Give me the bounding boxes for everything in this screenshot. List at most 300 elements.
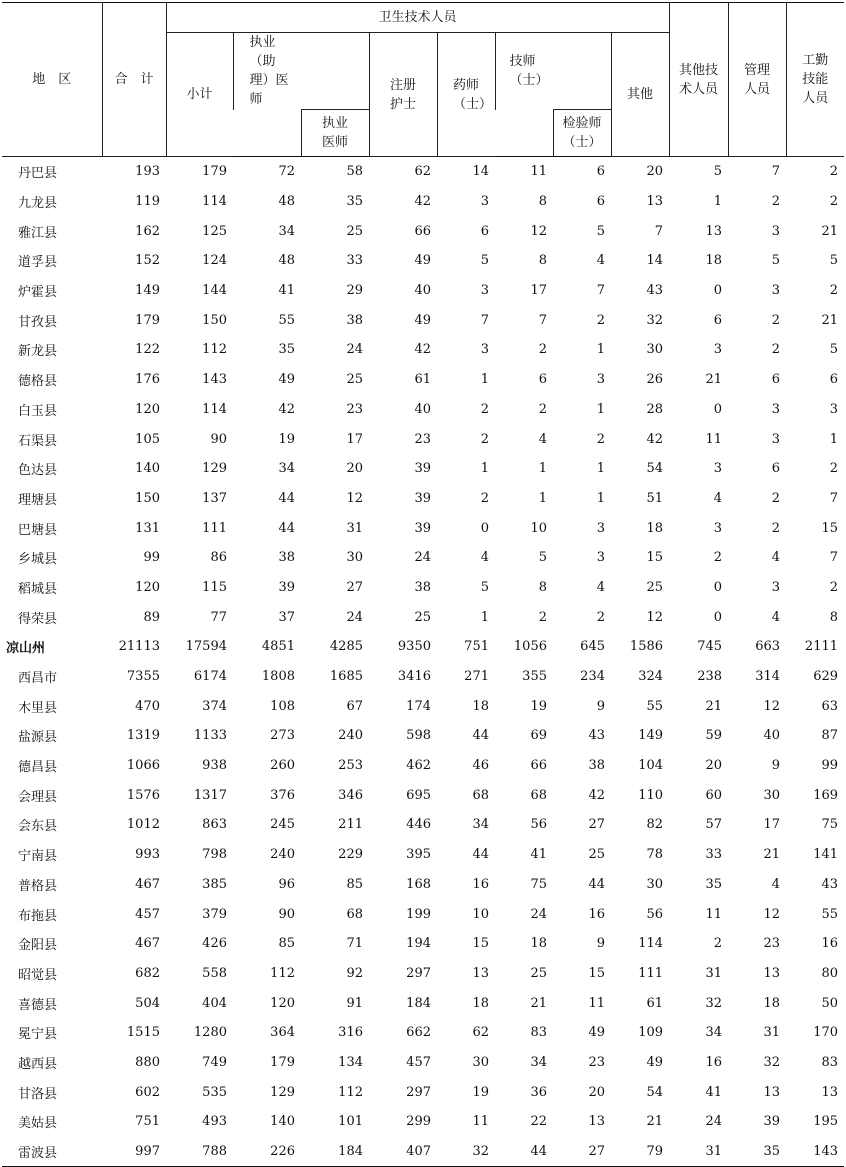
value-cell: 32	[646, 312, 664, 328]
value-cell: 179	[202, 164, 227, 180]
value-cell: 16	[472, 876, 489, 892]
value-cell: 114	[202, 401, 227, 417]
value-cell: 21	[705, 372, 723, 388]
value-cell: 179	[135, 312, 160, 328]
value-cell: 193	[135, 164, 160, 180]
value-cell: 66	[530, 758, 547, 774]
value-cell: 2	[829, 283, 839, 299]
value-cell: 7	[654, 223, 664, 239]
value-cell: 1	[596, 461, 605, 477]
value-cell: 7355	[126, 669, 160, 685]
value-cell: 8	[829, 609, 839, 625]
value-cell: 745	[697, 639, 723, 655]
table-row	[2, 959, 844, 989]
county-name-cell: 会东县	[18, 819, 58, 835]
value-cell: 385	[202, 876, 227, 892]
value-cell: 6	[480, 223, 489, 239]
value-cell: 34	[530, 1054, 547, 1070]
value-cell: 75	[821, 817, 839, 833]
value-cell: 33	[705, 847, 723, 863]
value-cell: 37	[278, 609, 295, 625]
table-row	[2, 187, 844, 217]
value-cell: 240	[270, 847, 295, 863]
value-cell: 3	[596, 550, 605, 566]
value-cell: 18	[646, 520, 664, 536]
value-cell: 41	[530, 847, 547, 863]
value-cell: 2	[829, 579, 839, 595]
value-cell: 25	[346, 372, 363, 388]
value-cell: 35	[278, 342, 295, 358]
header-management-label: 管理人员	[744, 62, 771, 97]
value-cell: 91	[346, 995, 363, 1011]
header-logistics	[786, 3, 844, 157]
value-cell: 9	[596, 936, 605, 952]
value-cell: 226	[233, 1137, 301, 1167]
county-name-cell: 德昌县	[18, 760, 58, 776]
value-cell: 184	[301, 1137, 369, 1167]
value-cell: 9	[596, 698, 605, 714]
value-cell: 43	[588, 728, 605, 744]
value-cell: 17594	[185, 639, 227, 655]
value-cell: 44	[472, 847, 489, 863]
value-cell: 129	[202, 461, 227, 477]
county-name-cell: 美姑县	[18, 1116, 58, 1132]
value-cell: 134	[338, 1054, 363, 1070]
value-cell: 61	[646, 995, 664, 1011]
county-name-cell: 稻城县	[18, 581, 58, 597]
table-row	[2, 573, 844, 603]
value-cell: 11	[472, 1114, 489, 1130]
value-cell: 42	[646, 431, 664, 447]
table-row	[2, 305, 844, 335]
value-cell: 24	[705, 1114, 723, 1130]
county-name-cell: 甘洛县	[18, 1086, 58, 1102]
value-cell: 0	[713, 401, 723, 417]
value-cell: 42	[414, 342, 431, 358]
table-row	[2, 1077, 844, 1107]
value-cell: 60	[705, 787, 723, 803]
value-cell: 30	[646, 342, 664, 358]
value-cell: 23	[763, 936, 781, 952]
header-practicing-assistant-label: 执业（助理）医师	[249, 35, 289, 107]
value-cell: 38	[346, 312, 363, 328]
statistics-table-container	[2, 2, 844, 1167]
value-cell: 140	[135, 461, 160, 477]
value-cell: 662	[406, 1025, 431, 1041]
value-cell: 376	[270, 787, 295, 803]
value-cell: 3	[713, 342, 723, 358]
header-technician-label: 技师（士）	[509, 54, 549, 88]
value-cell: 18	[472, 995, 489, 1011]
value-cell: 13	[705, 223, 723, 239]
value-cell: 695	[406, 787, 431, 803]
value-cell: 2	[771, 342, 781, 358]
value-cell: 35	[728, 1137, 786, 1167]
value-cell: 82	[646, 817, 664, 833]
value-cell: 112	[338, 1084, 363, 1100]
value-cell: 3	[771, 579, 781, 595]
value-cell: 470	[135, 698, 160, 714]
value-cell: 4	[596, 253, 605, 269]
value-cell: 880	[135, 1054, 160, 1070]
value-cell: 32	[763, 1054, 781, 1070]
value-cell: 2	[480, 431, 489, 447]
header-subtotal: 小计	[166, 33, 233, 157]
value-cell: 108	[270, 698, 295, 714]
value-cell: 10	[472, 906, 489, 922]
value-cell: 11	[588, 995, 605, 1011]
value-cell: 111	[202, 520, 227, 536]
value-cell: 162	[135, 223, 160, 239]
value-cell: 11	[705, 906, 723, 922]
table-row	[2, 543, 844, 573]
value-cell: 1	[480, 372, 489, 388]
value-cell: 39	[763, 1114, 781, 1130]
value-cell: 42	[414, 194, 431, 210]
value-cell: 1012	[126, 817, 160, 833]
county-name-cell: 西昌市	[18, 671, 58, 687]
value-cell: 13	[646, 194, 664, 210]
value-cell: 101	[338, 1114, 363, 1130]
county-name-cell: 冕宁县	[18, 1027, 58, 1043]
value-cell: 2	[538, 342, 547, 358]
value-cell: 49	[588, 1025, 605, 1041]
value-cell: 21	[821, 312, 839, 328]
value-cell: 7	[771, 164, 781, 180]
value-cell: 15	[588, 965, 605, 981]
value-cell: 150	[135, 490, 160, 506]
value-cell: 645	[580, 639, 605, 655]
value-cell: 4	[713, 490, 723, 506]
value-cell: 68	[346, 906, 363, 922]
value-cell: 176	[135, 372, 160, 388]
county-name-cell: 石渠县	[18, 433, 58, 449]
value-cell: 38	[414, 579, 431, 595]
value-cell: 8	[538, 253, 547, 269]
value-cell: 1586	[629, 639, 664, 655]
value-cell: 2	[829, 194, 839, 210]
value-cell: 18	[530, 936, 547, 952]
value-cell: 1685	[329, 669, 363, 685]
value-cell: 34	[472, 817, 489, 833]
header-other: 其他	[611, 33, 669, 157]
header-other-tech	[669, 3, 728, 157]
table-row	[2, 810, 844, 840]
value-cell: 4	[771, 876, 781, 892]
value-cell: 938	[202, 758, 227, 774]
value-cell: 50	[821, 995, 839, 1011]
value-cell: 39	[414, 520, 431, 536]
county-name-cell: 木里县	[18, 700, 58, 716]
value-cell: 297	[406, 1084, 431, 1100]
table-row	[2, 276, 844, 306]
table-row	[2, 988, 844, 1018]
value-cell: 36	[530, 1084, 547, 1100]
value-cell: 13	[763, 965, 781, 981]
value-cell: 16	[588, 906, 605, 922]
value-cell: 12	[346, 490, 363, 506]
value-cell: 12	[646, 609, 664, 625]
value-cell: 174	[406, 698, 431, 714]
value-cell: 109	[638, 1025, 664, 1041]
value-cell: 99	[143, 550, 160, 566]
value-cell: 66	[414, 223, 431, 239]
value-cell: 7	[538, 312, 547, 328]
value-cell: 3	[480, 283, 489, 299]
value-cell: 1	[596, 342, 605, 358]
value-cell: 5	[538, 550, 547, 566]
value-cell: 179	[270, 1054, 295, 1070]
value-cell: 25	[346, 223, 363, 239]
value-cell: 6	[829, 372, 839, 388]
value-cell: 3	[596, 520, 605, 536]
value-cell: 31	[705, 965, 723, 981]
value-cell: 3	[480, 194, 489, 210]
value-cell: 7	[480, 312, 489, 328]
value-cell: 3	[596, 372, 605, 388]
table-row	[2, 484, 844, 514]
table-row	[2, 513, 844, 543]
value-cell: 407	[369, 1137, 437, 1167]
value-cell: 5	[713, 164, 723, 180]
value-cell: 2	[480, 401, 489, 417]
value-cell: 7	[596, 283, 605, 299]
value-cell: 6	[713, 312, 723, 328]
value-cell: 20	[588, 1084, 605, 1100]
value-cell: 2	[538, 609, 547, 625]
value-cell: 86	[210, 550, 227, 566]
value-cell: 62	[472, 1025, 489, 1041]
value-cell: 13	[821, 1084, 839, 1100]
value-cell: 0	[713, 579, 723, 595]
value-cell: 44	[495, 1137, 553, 1167]
value-cell: 38	[588, 758, 605, 774]
value-cell: 35	[346, 194, 363, 210]
value-cell: 80	[821, 965, 839, 981]
value-cell: 15	[646, 550, 664, 566]
header-practicing	[301, 110, 369, 157]
value-cell: 30	[472, 1054, 489, 1070]
county-name-cell: 丹巴县	[18, 166, 58, 182]
value-cell: 4	[538, 431, 547, 447]
value-cell: 1317	[193, 787, 227, 803]
value-cell: 6	[596, 164, 605, 180]
value-cell: 19	[278, 431, 295, 447]
value-cell: 17	[763, 817, 781, 833]
value-cell: 16	[821, 936, 839, 952]
value-cell: 24	[346, 609, 363, 625]
value-cell: 2	[829, 164, 839, 180]
value-cell: 993	[135, 847, 160, 863]
value-cell: 87	[821, 728, 839, 744]
value-cell: 40	[414, 401, 431, 417]
value-cell: 15	[472, 936, 489, 952]
value-cell: 56	[646, 906, 664, 922]
table-row	[2, 1048, 844, 1078]
value-cell: 3	[713, 461, 723, 477]
value-cell: 140	[270, 1114, 295, 1130]
county-name-cell: 理塘县	[18, 492, 58, 508]
value-cell: 5	[480, 253, 489, 269]
value-cell: 30	[763, 787, 781, 803]
county-name-cell: 喜德县	[18, 997, 58, 1013]
value-cell: 2	[480, 490, 489, 506]
table-row	[2, 721, 844, 751]
value-cell: 29	[346, 283, 363, 299]
value-cell: 114	[202, 194, 227, 210]
value-cell: 13	[472, 965, 489, 981]
table-row	[2, 1137, 844, 1167]
value-cell: 90	[210, 431, 227, 447]
value-cell: 44	[278, 490, 295, 506]
value-cell: 55	[278, 312, 295, 328]
value-cell: 2	[771, 520, 781, 536]
table-row	[2, 395, 844, 425]
header-practicing-label: 执业医师	[322, 116, 349, 150]
value-cell: 43	[646, 283, 664, 299]
value-cell: 46	[472, 758, 489, 774]
value-cell: 374	[202, 698, 227, 714]
value-cell: 39	[278, 579, 295, 595]
county-name-cell: 金阳县	[18, 938, 58, 954]
value-cell: 245	[270, 817, 295, 833]
value-cell: 152	[135, 253, 160, 269]
table-row	[2, 1107, 844, 1137]
value-cell: 120	[270, 995, 295, 1011]
value-cell: 14	[646, 253, 664, 269]
value-cell: 28	[646, 401, 664, 417]
value-cell: 12	[530, 223, 547, 239]
county-name-cell: 普格县	[18, 878, 58, 894]
county-name-cell: 雷波县	[2, 1137, 102, 1167]
value-cell: 467	[135, 876, 160, 892]
value-cell: 68	[530, 787, 547, 803]
value-cell: 184	[406, 995, 431, 1011]
value-cell: 5	[480, 579, 489, 595]
value-cell: 124	[202, 253, 227, 269]
table-row	[2, 335, 844, 365]
value-cell: 20	[705, 758, 723, 774]
value-cell: 0	[713, 609, 723, 625]
value-cell: 89	[143, 609, 160, 625]
header-registered-nurse-label: 注册护士	[390, 77, 417, 112]
value-cell: 4	[480, 550, 489, 566]
value-cell: 3416	[397, 669, 431, 685]
value-cell: 0	[480, 520, 489, 536]
value-cell: 141	[813, 847, 839, 863]
value-cell: 2	[713, 936, 723, 952]
value-cell: 34	[278, 461, 295, 477]
value-cell: 1	[538, 490, 547, 506]
value-cell: 137	[202, 490, 227, 506]
value-cell: 27	[346, 579, 363, 595]
value-cell: 4851	[261, 639, 295, 655]
value-cell: 23	[346, 401, 363, 417]
value-cell: 120	[135, 401, 160, 417]
header-other-tech-label: 其他技术人员	[679, 62, 719, 97]
value-cell: 23	[414, 431, 431, 447]
value-cell: 149	[135, 283, 160, 299]
value-cell: 26	[646, 372, 664, 388]
value-cell: 364	[270, 1025, 295, 1041]
value-cell: 3	[713, 520, 723, 536]
value-cell: 749	[202, 1054, 227, 1070]
value-cell: 114	[638, 936, 664, 952]
value-cell: 199	[406, 906, 431, 922]
county-name-cell: 德格县	[18, 374, 58, 390]
value-cell: 2	[596, 431, 605, 447]
value-cell: 4	[596, 579, 605, 595]
value-cell: 1808	[261, 669, 295, 685]
value-cell: 2	[829, 461, 839, 477]
county-name-cell: 道孚县	[18, 255, 58, 271]
value-cell: 299	[406, 1114, 431, 1130]
value-cell: 5	[829, 342, 839, 358]
value-cell: 58	[346, 164, 363, 180]
value-cell: 56	[530, 817, 547, 833]
value-cell: 110	[638, 787, 664, 803]
value-cell: 55	[821, 906, 839, 922]
value-cell: 260	[270, 758, 295, 774]
county-name-cell: 昭觉县	[18, 967, 58, 983]
value-cell: 15	[821, 520, 839, 536]
value-cell: 25	[414, 609, 431, 625]
value-cell: 558	[202, 965, 227, 981]
value-cell: 99	[821, 758, 839, 774]
value-cell: 253	[338, 758, 363, 774]
value-cell: 273	[270, 728, 295, 744]
value-cell: 12	[763, 698, 781, 714]
value-cell: 2111	[804, 639, 839, 655]
value-cell: 2	[771, 194, 781, 210]
value-cell: 3	[480, 342, 489, 358]
value-cell: 2	[771, 490, 781, 506]
header-region: 地 区	[2, 3, 102, 157]
value-cell: 27	[588, 817, 605, 833]
value-cell: 457	[135, 906, 160, 922]
value-cell: 67	[346, 698, 363, 714]
value-cell: 41	[705, 1084, 723, 1100]
value-cell: 5	[596, 223, 605, 239]
value-cell: 150	[202, 312, 227, 328]
value-cell: 20	[346, 461, 363, 477]
value-cell: 0	[713, 283, 723, 299]
value-cell: 602	[135, 1084, 160, 1100]
county-name-cell: 甘孜县	[18, 314, 58, 330]
table-row	[2, 780, 844, 810]
value-cell: 17	[530, 283, 547, 299]
value-cell: 1056	[513, 639, 547, 655]
value-cell: 863	[202, 817, 227, 833]
value-cell: 21	[763, 847, 781, 863]
value-cell: 42	[278, 401, 295, 417]
table-row	[2, 602, 844, 632]
table-row	[2, 1018, 844, 1048]
table-row	[2, 632, 844, 662]
value-cell: 10	[530, 520, 547, 536]
table-row	[2, 246, 844, 276]
table-row	[2, 870, 844, 900]
value-cell: 2	[596, 609, 605, 625]
county-name-cell: 越西县	[18, 1056, 58, 1072]
value-cell: 446	[406, 817, 431, 833]
value-cell: 40	[763, 728, 781, 744]
value-cell: 68	[472, 787, 489, 803]
value-cell: 49	[414, 312, 431, 328]
value-cell: 229	[338, 847, 363, 863]
value-cell: 63	[821, 698, 839, 714]
value-cell: 11	[530, 164, 547, 180]
